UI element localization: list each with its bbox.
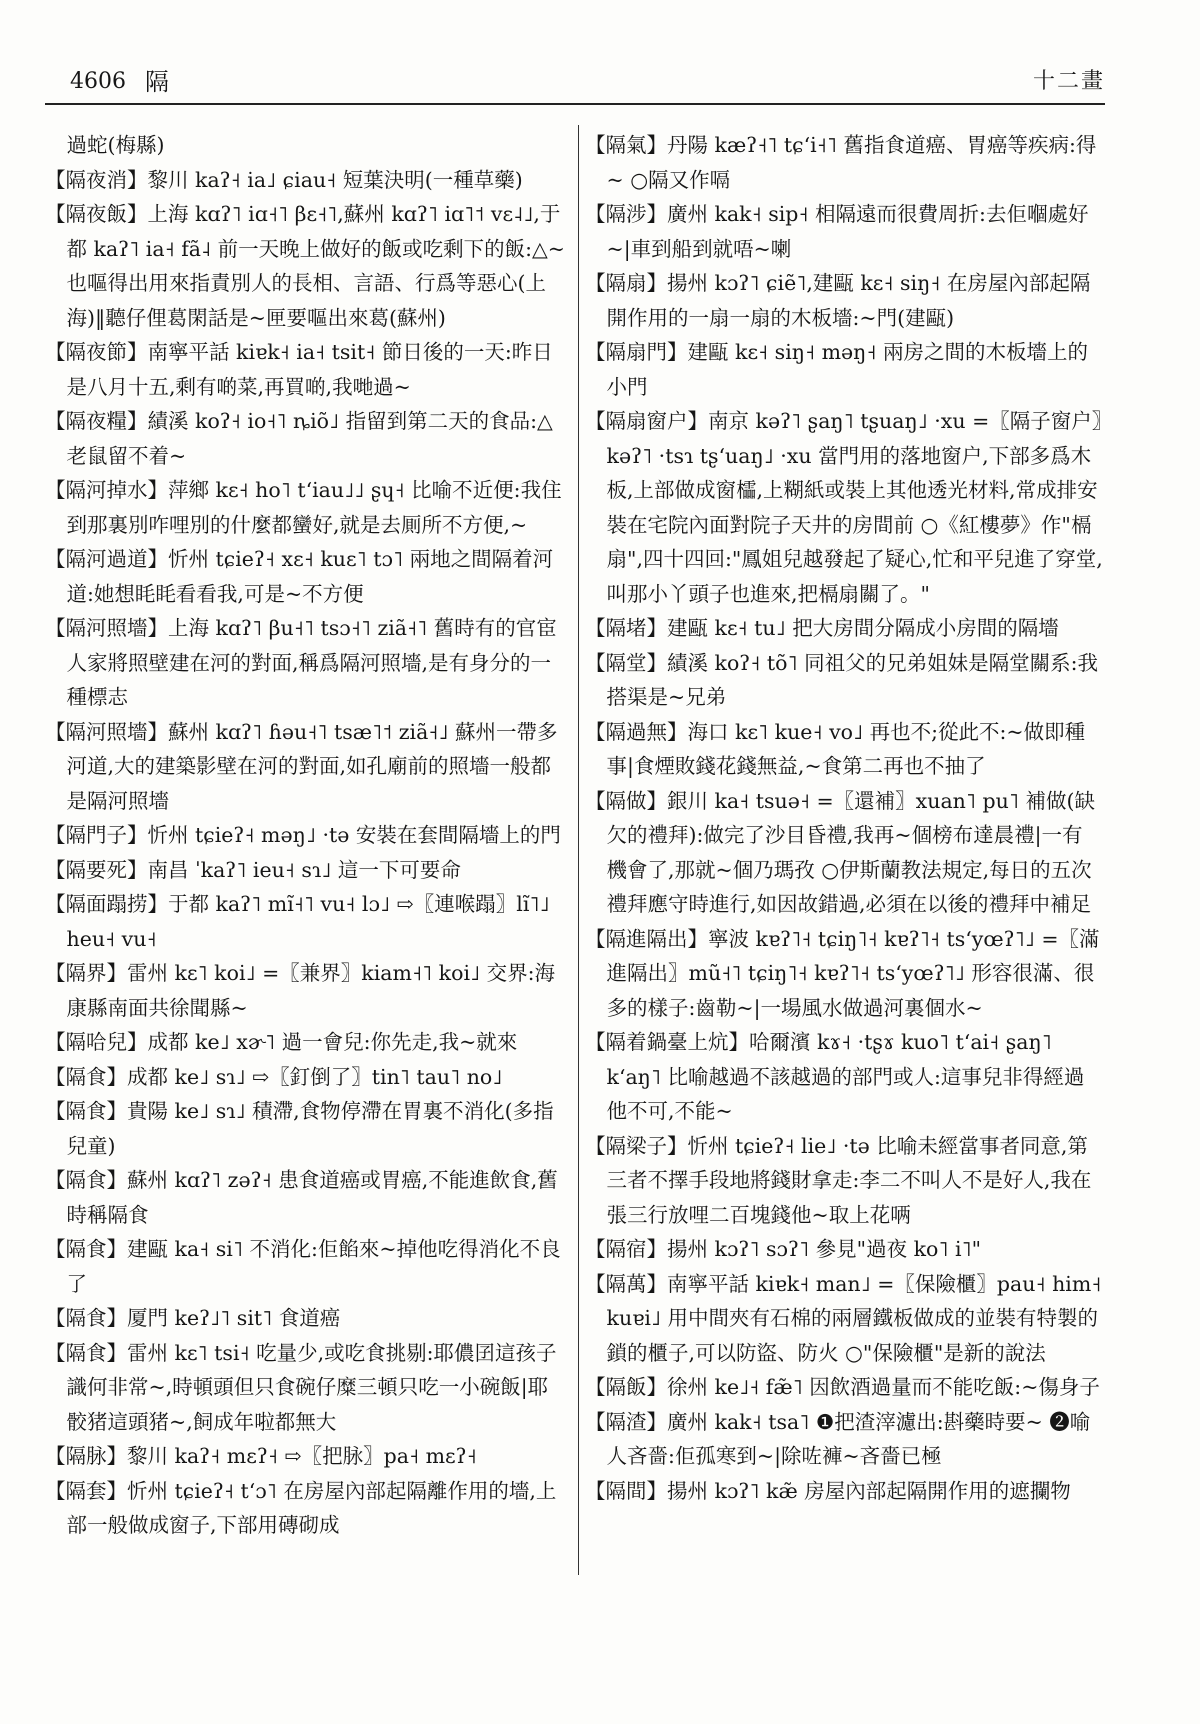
entry-text: 萍鄉 kɛ˧ ho˥ tʻiau˩˩ ʂɥ˧ 比喻不近便:我住到那裏別咋哩別的什麼都蠻好,就是去厠所不方便,~ [66, 478, 562, 537]
dictionary-entry [45, 1336, 567, 1440]
dictionary-entry [585, 646, 1103, 715]
dictionary-entry [45, 1025, 567, 1060]
entry-text: 寧波 kɐʔ˥˧ tɕiŋ˥˧ kɐʔ˥˧ tsʻyœʔ˥˩ =〖滿進隔出〗mũ˧˥ tɕiŋ˥˧ kɐʔ˥˧ tsʻyœʔ˥˩ 形容很滿、很多的樣子:齒勒~|一場風水做過河裏個水~ [606, 926, 1100, 1020]
entry-text: 揚州 kɔʔ˥ kæ̃ 房屋內部起隔開作用的遮攔物 [667, 1478, 1071, 1503]
entry-text: 南京 kəʔ˥ ʂaŋ˥ tʂuaŋ˩ ·xu =〖隔子窗户〗kəʔ˥ ·tsɿ tʂʻuaŋ˩ ·xu 當門用的落地窗户,下部多爲木板,上部做成窗櫺,上糊紙或裝上其他透光材料,常成排安裝在宅院內面對院子天井的房間前 ○《紅樓夢》作"槅扇",四十四回:"鳳姐兒越發起了疑心,忙和平兒進了穿堂,叫那小丫頭子也進來,把槅扇關了。" [606, 409, 1103, 606]
entry-text: 過蛇(梅縣) [66, 133, 165, 157]
dictionary-entry [585, 922, 1103, 1026]
entry-headword: 【隔梁子】 [585, 1133, 688, 1158]
entry-text: 廣州 kak˧ tsa˥ ❶把渣滓濾出:斟藥時要~ ❷喻人吝嗇:佢孤寒到~|除咗褲~吝嗇已極 [606, 1409, 1091, 1468]
entry-text: 南昌 ˈkaʔ˥ ieu˧ sɿ˩ 這一下可要命 [147, 857, 461, 882]
dictionary-entry [45, 1094, 567, 1163]
entry-headword: 【隔河照墻】 [45, 719, 168, 744]
entry-text: 雷州 kɛ˥ koi˩ =〖兼界〗kiam˧˥ koi˩ 交界:海康縣南面共徐聞縣~ [66, 961, 556, 1020]
dictionary-entry [45, 1060, 567, 1095]
dictionary-entry [45, 1232, 567, 1301]
entry-headword: 【隔河照墻】 [45, 616, 168, 640]
entry-text: 蘇州 kɑʔ˥ zəʔ˧ 患食道癌或胃癌,不能進飲食,舊時稱隔食 [66, 1168, 558, 1227]
entry-text: 揚州 kɔʔ˥ ɕiẽ˥,建甌 kɛ˧ siŋ˧ 在房屋內部起隔開作用的一扇一扇的木板墻:~門(建甌) [606, 271, 1091, 330]
header-rule [45, 103, 1105, 105]
entry-text: 哈爾濱 kɤ˧ ·tʂɤ kuo˥ tʻai˧ ʂaŋ˥ kʻaŋ˥ 比喻越過不該越過的部門或人:這事兒非得經過他不可,不能~ [606, 1030, 1085, 1123]
dictionary-entry [45, 542, 567, 611]
entry-headword: 【隔食】 [45, 1306, 127, 1330]
entry-text: 建甌 kɛ˧ siŋ˧ məŋ˧ 兩房之間的木板墻上的小門 [606, 340, 1088, 399]
entry-headword: 【隔夜飯】 [45, 202, 148, 226]
entry-headword: 【隔食】 [45, 1237, 127, 1261]
entry-headword: 【隔飯】 [585, 1375, 667, 1399]
dictionary-entry [45, 887, 567, 956]
entry-text: 于都 kaʔ˥ mĩ˧˥ vu˧ lɔ˩ ⇨〖連喉蹋〗lĩ˥˩ heu˧ vu˧ [66, 892, 550, 951]
entry-headword: 【隔食】 [45, 1168, 127, 1192]
entry-text: 建甌 ka˧ si˥ 不消化:佢餡來~掉他吃得消化不良了 [66, 1237, 561, 1296]
entry-headword: 【隔進隔出】 [585, 926, 708, 951]
entry-headword: 【隔堂】 [585, 650, 667, 675]
entry-headword: 【隔扇門】 [585, 340, 688, 364]
entry-text: 上海 kɑʔ˥ iɑ˧˥ βɛ˧˥,蘇州 kɑʔ˥ iɑ˥˦ vɛ˨˩,于都 kaʔ˥ ia˧ fã˨ 前一天晚上做好的飯或吃剩下的飯:△~也嘔得出用來指責別人的長相、言語、行爲等惡心(上海)‖聽仔俚葛閑話是~匣要嘔出來葛(蘇州) [66, 202, 565, 330]
dictionary-entry [45, 1301, 567, 1336]
entry-headword: 【隔界】 [45, 961, 127, 985]
dictionary-entry [45, 404, 567, 473]
entry-text: 徐州 ke˩˧ fæ̃˥ 因飲酒過量而不能吃飯:~傷身子 [667, 1375, 1100, 1399]
entry-text: 揚州 kɔʔ˥ sɔʔ˥ 參見"過夜 ko˥ i˥" [667, 1237, 982, 1261]
entry-text: 績溪 koʔ˧ io˧˥ ȵiõ˩ 指留到第二天的食品:△老鼠留不着~ [66, 409, 553, 468]
dictionary-entry [45, 197, 567, 335]
entry-headword: 【隔夜糧】 [45, 409, 148, 433]
entry-headword: 【隔堵】 [585, 616, 667, 640]
entry-headword: 【隔氣】 [585, 133, 667, 157]
entry-text: 忻州 tɕieʔ˧ xɛ˧ kuɛ˥ tɔ˥ 兩地之間隔着河道:她想眊眊看看我,可是~不方便 [66, 547, 554, 606]
dictionary-entry [585, 404, 1103, 611]
entry-headword: 【隔食】 [45, 1340, 127, 1365]
entry-headword: 【隔食】 [45, 1099, 127, 1123]
entry-headword: 【隔渣】 [585, 1409, 667, 1434]
entry-headword: 【隔哈兒】 [45, 1030, 148, 1054]
entry-text: 忻州 tɕieʔ˧ tʻɔ˥ 在房屋內部起隔離作用的墻,上部一般做成窗子,下部用磚砌成 [66, 1478, 557, 1537]
entry-text: 上海 kɑʔ˥ βu˧˥ tsɔ˧˥ ziã˧˥ 舊時有的官宦人家將照壁建在河的對面,稱爲隔河照墻,是有身分的一種標志 [66, 616, 557, 709]
entry-headword: 【隔河掉水】 [45, 478, 168, 502]
dictionary-entry [45, 715, 567, 819]
dictionary-entry [45, 1163, 567, 1232]
entry-text: 蘇州 kɑʔ˥ ɦəu˧˥ tsæ˥˦ ziã˧˩ 蘇州一帶多河道,大的建築影壁在河的對面,如孔廟前的照墻一般都是隔河照墻 [66, 719, 558, 813]
entry-text: 成都 ke˩ xɚ˥ 過一會兒:你先走,我~就來 [147, 1030, 518, 1054]
dictionary-entry [585, 1232, 1103, 1267]
dictionary-entry [585, 1370, 1103, 1405]
entry-headword: 【隔萬】 [585, 1271, 667, 1296]
entry-headword: 【隔河過道】 [45, 547, 168, 571]
entry-headword: 【隔夜消】 [45, 167, 148, 192]
dictionary-entry [45, 335, 567, 404]
entry-headword: 【隔扇窗户】 [585, 409, 708, 433]
entry-text: 黎川 kaʔ˧ mɛʔ˧ ⇨〖把脉〗pa˧ mɛʔ˧ [127, 1444, 477, 1468]
left-column [45, 128, 567, 1543]
entry-text: 貴陽 ke˩ sɿ˩ 積滯,食物停滯在胃裏不消化(多指兒童) [66, 1099, 554, 1158]
dictionary-entry [585, 128, 1103, 197]
entry-text: 南寧平話 kiɐk˧ ia˧ tsit˧ 節日後的一天:昨日是八月十五,剩有啲菜,再買啲,我哋過~ [66, 340, 553, 399]
dictionary-entry [45, 956, 567, 1025]
dictionary-entry [585, 266, 1103, 335]
entry-text: 建甌 kɛ˧ tu˩ 把大房間分隔成小房間的隔墻 [667, 616, 1059, 640]
entry-text: 成都 ke˩ sɿ˩ ⇨〖釘倒了〗tin˥ tau˥ no˩ [127, 1064, 503, 1089]
entry-text: 雷州 kɛ˥ tsi˧ 吃量少,或吃食挑剔:耶儂囝這孩子識何非常~,時頓頭但只食碗仔糜三頓只吃一小碗飯|耶骹猪這頭猪~,飼成年啦都無大 [66, 1340, 557, 1434]
dictionary-entry [585, 715, 1103, 784]
entry-headword: 【隔涉】 [585, 202, 667, 226]
entry-text: 黎川 kaʔ˧ ia˩ ɕiau˧ 短葉決明(一種草藥) [147, 167, 523, 192]
entry-text: 忻州 tɕieʔ˧ məŋ˩ ·tə 安裝在套間隔墻上的門 [147, 823, 561, 847]
entry-headword: 【隔扇】 [585, 271, 667, 295]
dictionary-entry [45, 1439, 567, 1474]
dictionary-entry [45, 818, 567, 853]
dictionary-entry [585, 1474, 1103, 1509]
dictionary-entry [585, 1025, 1103, 1129]
entry-headword: 【隔面蹋捞】 [45, 892, 168, 916]
entry-text: 銀川 ka˧ tsuə˧ =〖還補〗xuan˥ pu˥ 補做(缺欠的禮拜):做完了沙目昏禮,我再~個榜布達晨禮|一有機會了,那就~個乃瑪孜 ○伊斯蘭教法規定,每日的五次禮拜應守時進行,如因故錯過,必須在以後的禮拜中補足 [606, 788, 1095, 916]
entry-text: 忻州 tɕieʔ˧ lie˩ ·tə 比喻未經當事者同意,第三者不擇手段地將錢財拿走:李二不叫人不是好人,我在張三行放哩二百塊錢他~取上花唡 [606, 1133, 1092, 1227]
entry-headword: 【隔食】 [45, 1064, 127, 1089]
entry-text: 丹陽 kæʔ˧˥ tɕʻi˧˥ 舊指食道癌、胃癌等疾病:得~ ○隔又作嗝 [606, 133, 1097, 192]
entry-text: 廣州 kak˧ sip˧ 相隔遠而很費周折:去佢嗰處好~|車到船到就唔~喇 [606, 202, 1089, 261]
entry-headword: 【隔過無】 [585, 719, 688, 744]
dictionary-entry [585, 784, 1103, 922]
entry-headword: 【隔做】 [585, 788, 667, 813]
dictionary-entry [585, 197, 1103, 266]
entry-text: 績溪 koʔ˧ tõ˥ 同祖父的兄弟姐妹是隔堂關系:我搭渠是~兄弟 [606, 650, 1099, 709]
column-divider [578, 125, 579, 1575]
entry-text: 厦門 keʔ˩˥ sit˥ 食道癌 [127, 1306, 341, 1330]
entry-headword: 【隔套】 [45, 1478, 127, 1503]
dictionary-entry [585, 1405, 1103, 1474]
entry-headword: 【隔夜節】 [45, 340, 148, 364]
dictionary-entry [45, 473, 567, 542]
dictionary-entry [585, 1267, 1103, 1371]
right-column [585, 128, 1103, 1508]
dictionary-entry [585, 611, 1103, 646]
entry-text: 南寧平話 kiɐk˧ man˩ =〖保險櫃〗pau˧ him˧ kuɐi˩ 用中間夾有石棉的兩層鐵板做成的並裝有特製的鎖的櫃子,可以防盜、防火 ○"保險櫃"是新的說法 [606, 1271, 1102, 1365]
dictionary-entry [45, 611, 567, 715]
dictionary-entry [45, 163, 567, 198]
entry-headword: 【隔間】 [585, 1478, 667, 1503]
page-header [45, 62, 1105, 102]
entry-headword: 【隔宿】 [585, 1237, 667, 1261]
entry-text: 海口 kɛ˥ kue˧ vo˩ 再也不;從此不:~做即種事|食煙敗錢花錢無益,~食第二再也不抽了 [606, 719, 1086, 778]
head-character: 隔 [145, 68, 169, 96]
page-number: 4606 [70, 69, 126, 94]
section-label: 十二畫 [1032, 69, 1105, 94]
dictionary-entry [585, 1129, 1103, 1233]
dictionary-entry [45, 128, 567, 163]
entry-headword: 【隔脉】 [45, 1444, 127, 1468]
dictionary-entry [45, 1474, 567, 1543]
dictionary-entry [45, 853, 567, 888]
dictionary-entry [585, 335, 1103, 404]
entry-headword: 【隔門子】 [45, 823, 148, 847]
entry-headword: 【隔要死】 [45, 857, 148, 882]
entry-headword: 【隔着鍋臺上炕】 [585, 1030, 749, 1054]
